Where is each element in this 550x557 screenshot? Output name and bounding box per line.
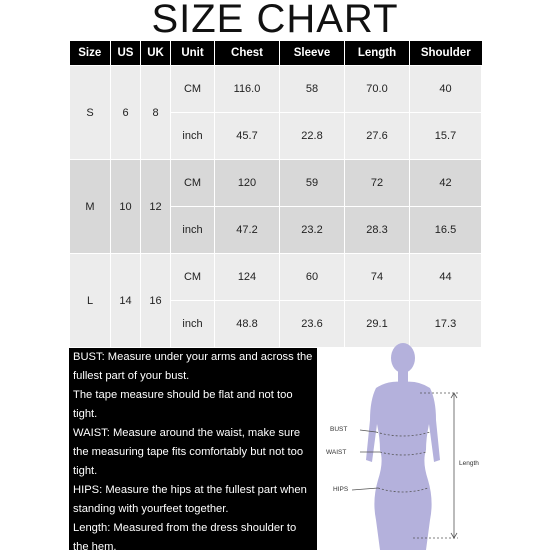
us-cell: 10 [111, 160, 141, 254]
length-cell: 27.6 [345, 113, 410, 160]
bust-label: BUST [330, 426, 348, 433]
sleeve-cell: 59 [280, 160, 345, 207]
shoulder-cell: 16.5 [410, 207, 482, 254]
sleeve-cell: 58 [280, 66, 345, 113]
unit-cell: inch [171, 301, 215, 348]
chest-cell: 120 [215, 160, 280, 207]
shoulder-cell: 40 [410, 66, 482, 113]
header-sleeve: Sleeve [280, 41, 345, 66]
shoulder-cell: 17.3 [410, 301, 482, 348]
sleeve-cell: 23.6 [280, 301, 345, 348]
chest-cell: 116.0 [215, 66, 280, 113]
hips-instruction: HIPS: Measure the hips at the fullest part when standing with yourfeet together. [73, 484, 307, 515]
shoulder-cell: 44 [410, 254, 482, 301]
length-cell: 29.1 [345, 301, 410, 348]
unit-cell: inch [171, 207, 215, 254]
chest-cell: 124 [215, 254, 280, 301]
body-measurement-figure [318, 340, 550, 550]
us-cell: 14 [111, 254, 141, 348]
length-cell: 74 [345, 254, 410, 301]
table-row [70, 160, 482, 207]
header-size: Size [70, 41, 111, 66]
header-uk: UK [141, 41, 171, 66]
chest-cell: 47.2 [215, 207, 280, 254]
uk-cell: 16 [141, 254, 171, 348]
uk-cell: 8 [141, 66, 171, 160]
sleeve-cell: 23.2 [280, 207, 345, 254]
bust-instruction: BUST: Measure under your arms and across the fullest part of your bust. [73, 351, 313, 382]
shoulder-cell: 15.7 [410, 113, 482, 160]
waist-instruction: WAIST: Measure around the waist, make sure the measuring tape fits comfortably but not too tight. [73, 427, 304, 477]
size-cell: S [70, 66, 111, 160]
unit-cell: CM [171, 254, 215, 301]
header-us: US [111, 41, 141, 66]
header-shoulder: Shoulder [410, 41, 482, 66]
length-cell: 70.0 [345, 66, 410, 113]
sleeve-cell: 60 [280, 254, 345, 301]
waist-label: WAIST [326, 449, 347, 456]
us-cell: 6 [111, 66, 141, 160]
length-cell: 28.3 [345, 207, 410, 254]
table-header-row [70, 41, 482, 66]
size-chart-table [69, 41, 482, 348]
sleeve-cell: 22.8 [280, 113, 345, 160]
uk-cell: 12 [141, 160, 171, 254]
page-title: SIZE CHART [151, 0, 399, 41]
unit-cell: CM [171, 66, 215, 113]
size-cell: L [70, 254, 111, 348]
body-silhouette-icon [318, 340, 550, 550]
table-row [70, 66, 482, 113]
length-label: Length [459, 460, 479, 467]
measurement-instructions [69, 348, 317, 553]
table-row [70, 254, 482, 301]
unit-cell: CM [171, 160, 215, 207]
length-cell: 72 [345, 160, 410, 207]
shoulder-cell: 42 [410, 160, 482, 207]
length-instruction: Length: Measured from the dress shoulder to the hem. [73, 522, 297, 553]
size-cell: M [70, 160, 111, 254]
chest-cell: 48.8 [215, 301, 280, 348]
header-length: Length [345, 41, 410, 66]
hips-label: HIPS [333, 486, 349, 493]
tape-instruction: The tape measure should be flat and not too tight. [73, 389, 293, 420]
header-chest: Chest [215, 41, 280, 66]
header-unit: Unit [171, 41, 215, 66]
chest-cell: 45.7 [215, 113, 280, 160]
unit-cell: inch [171, 113, 215, 160]
